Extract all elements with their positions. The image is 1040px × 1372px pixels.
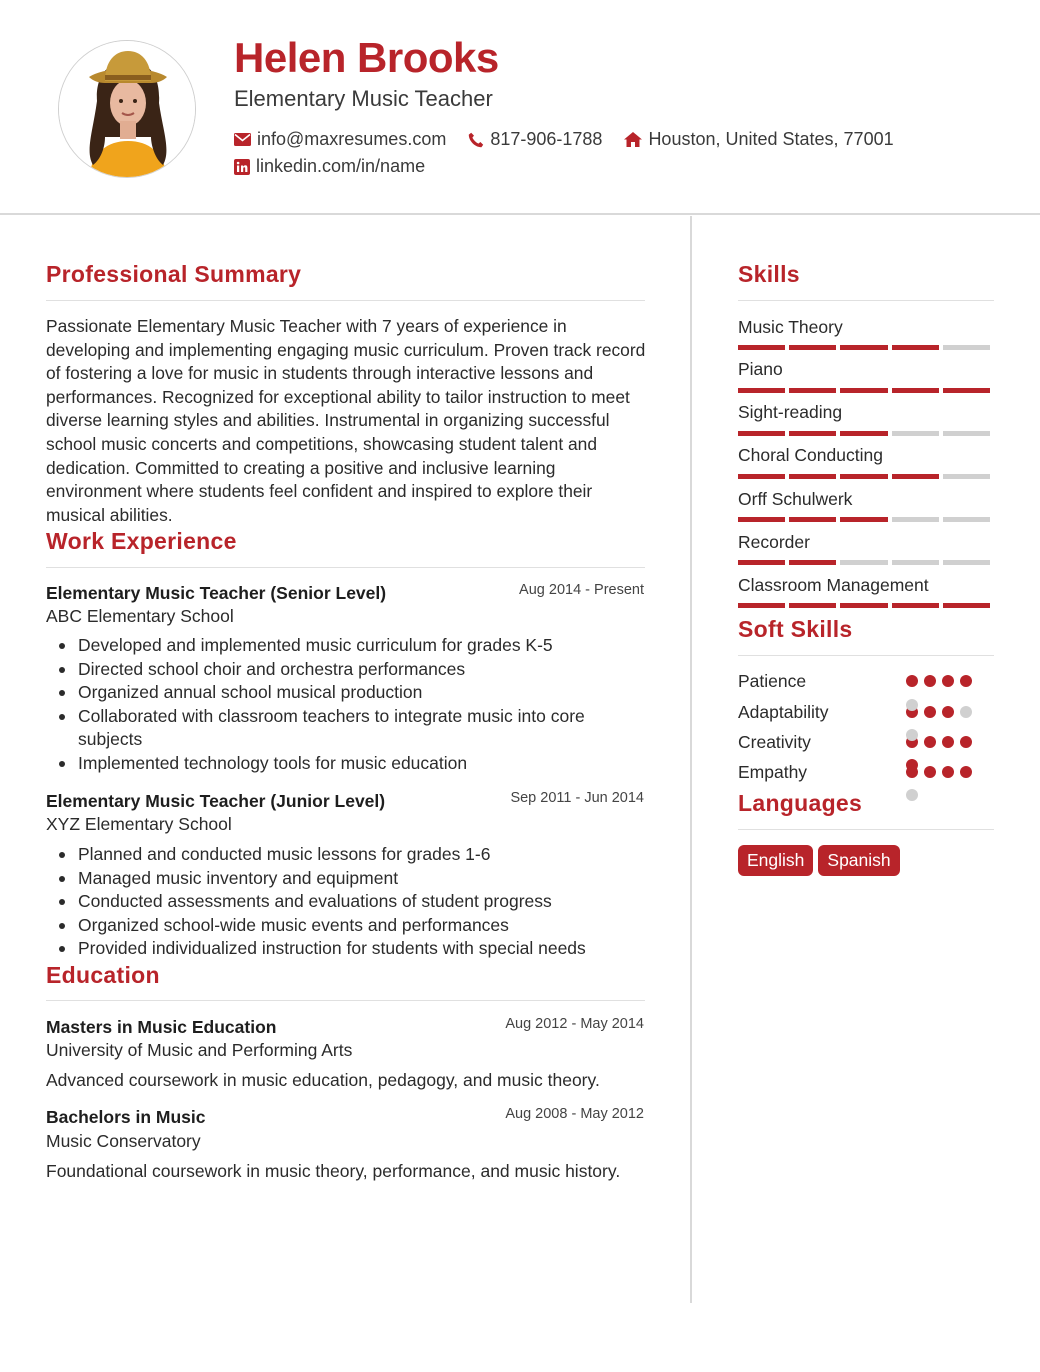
phone-icon [468,132,484,148]
job-company: ABC Elementary School [46,606,234,626]
job-bullets [46,843,646,961]
skill-segment [840,431,887,436]
home-icon [624,132,642,147]
skill-segment [738,603,785,608]
skill-segment [892,345,939,350]
languages-rule [738,829,994,830]
skill-segment [789,474,836,479]
rating-dot [960,766,972,778]
skill-segment [840,345,887,350]
skill-segment [789,560,836,565]
skill-segment [738,560,785,565]
job-bullets [46,634,646,775]
skill-level-bar [738,560,994,565]
skill-segment [892,603,939,608]
skill-segment [943,345,990,350]
skill-segment [840,474,887,479]
linkedin-text: linkedin.com/in/name [256,156,426,176]
skill-name: Recorder [738,532,810,552]
column-divider [690,216,692,1303]
rating-dot [942,706,954,718]
rating-dot [960,706,972,718]
language-tag: Spanish [818,845,899,876]
skills-rule [738,300,994,301]
overflow-dot [906,789,918,801]
job-bullet: Developed and implemented music curriculum for grades K-5 [46,634,646,658]
profile-photo-illustration [59,41,196,178]
rating-dot [924,706,936,718]
degree-title: Bachelors in Music [46,1107,206,1127]
contact-row-primary [234,129,916,150]
skills-heading: Skills [738,261,800,287]
contact-location [624,129,893,150]
skill-segment [943,474,990,479]
soft-skill-name: Empathy [738,762,808,782]
job-bullet: Conducted assessments and evaluations of student progress [46,890,646,914]
resume-header [0,0,1040,215]
degree-description: Foundational coursework in music theory, performance, and music history. [46,1161,621,1181]
job-bullet: Collaborated with classroom teachers to integrate music into core subjects [46,705,646,752]
summary-text: Passionate Elementary Music Teacher with 7 years of experience in developing and implementing engaging music curriculum. Proven track record of fostering a love for music in students through interactive lessons and performances. Recognized for exceptional ability to tailor instruction to meet diverse learning styles and abilities. Instrumental in organizing successful school music concerts and competitions, showcasing student talent and dedication. Committed to creating a positive and inclusive learning environment where students feel confident and inspired to explore their musical abilities. [46,316,646,525]
candidate-name: Helen Brooks [234,34,499,81]
job-date: Sep 2011 - Jun 2014 [510,790,644,806]
skill-segment [840,388,887,393]
rating-dot [942,766,954,778]
skill-segment [892,474,939,479]
skill-level-bar [738,431,994,436]
experience-rule [46,567,645,568]
languages-heading: Languages [738,790,863,816]
school-name: University of Music and Performing Arts [46,1040,353,1060]
job-bullet: Planned and conducted music lessons for grades 1-6 [46,843,646,867]
contact-phone[interactable] [468,129,602,150]
degree-description: Advanced coursework in music education, pedagogy, and music theory. [46,1070,600,1090]
skill-segment [738,345,785,350]
soft-skill-name: Patience [738,671,807,691]
skill-segment [943,517,990,522]
rating-dot [924,766,936,778]
skill-segment [943,603,990,608]
skill-name: Choral Conducting [738,445,883,465]
skill-segment [892,560,939,565]
skill-segment [738,474,785,479]
experience-heading: Work Experience [46,528,237,554]
skill-level-bar [738,603,994,608]
skill-name: Music Theory [738,317,843,337]
rating-dot [924,736,936,748]
rating-dot [906,675,918,687]
degree-title: Masters in Music Education [46,1017,277,1037]
envelope-icon [234,133,251,146]
overflow-dot [906,729,918,741]
email-text: info@maxresumes.com [257,129,447,149]
school-name: Music Conservatory [46,1131,201,1151]
overflow-dot [906,759,918,771]
education-heading: Education [46,962,160,988]
skill-segment [892,388,939,393]
skill-segment [738,517,785,522]
summary-heading: Professional Summary [46,261,302,287]
rating-dot [942,675,954,687]
skill-segment [738,388,785,393]
skill-name: Classroom Management [738,575,929,595]
soft-skills-heading: Soft Skills [738,616,853,642]
skill-segment [789,431,836,436]
skill-segment [943,388,990,393]
phone-text: 817-906-1788 [490,129,603,149]
contact-row-secondary [234,156,447,177]
soft-skill-name: Adaptability [738,702,829,722]
skill-segment [789,388,836,393]
candidate-title: Elementary Music Teacher [234,86,493,111]
job-bullet: Implemented technology tools for music education [46,752,646,776]
skill-segment [892,517,939,522]
skill-level-bar [738,388,994,393]
skill-segment [943,560,990,565]
profile-photo [58,40,196,178]
education-rule [46,1000,645,1001]
skill-level-bar [738,345,994,350]
rating-dot [960,736,972,748]
skill-segment [789,517,836,522]
skill-name: Orff Schulwerk [738,489,853,509]
rating-dot [960,675,972,687]
skill-name: Piano [738,359,783,379]
skill-segment [840,517,887,522]
language-tag: English [738,845,813,876]
job-bullet: Managed music inventory and equipment [46,867,646,891]
job-title: Elementary Music Teacher (Junior Level) [46,791,386,811]
job-title: Elementary Music Teacher (Senior Level) [46,583,387,603]
contact-linkedin[interactable] [234,156,425,177]
soft-skills-rule [738,655,994,656]
skill-level-bar [738,517,994,522]
job-bullet: Organized school-wide music events and performances [46,914,646,938]
rating-dot [942,736,954,748]
overflow-dot [906,699,918,711]
skill-segment [789,603,836,608]
skill-name: Sight-reading [738,402,843,422]
soft-skill-name: Creativity [738,732,811,752]
degree-date: Aug 2008 - May 2012 [505,1106,644,1122]
degree-date: Aug 2012 - May 2014 [505,1016,644,1032]
skill-segment [789,345,836,350]
skill-level-bar [738,474,994,479]
location-text: Houston, United States, 77001 [648,129,894,149]
job-date: Aug 2014 - Present [519,582,644,598]
linkedin-icon [234,159,250,175]
skill-segment [840,603,887,608]
skill-segment [892,431,939,436]
skill-segment [943,431,990,436]
job-company: XYZ Elementary School [46,814,232,834]
summary-rule [46,300,645,301]
job-bullet: Directed school choir and orchestra performances [46,658,646,682]
contact-email[interactable] [234,129,446,150]
skill-segment [840,560,887,565]
rating-dot [924,675,936,687]
job-bullet: Organized annual school musical production [46,681,646,705]
job-bullet: Provided individualized instruction for students with special needs [46,937,646,961]
skill-segment [738,431,785,436]
soft-skill-dots [906,675,978,687]
language-list [738,845,905,876]
